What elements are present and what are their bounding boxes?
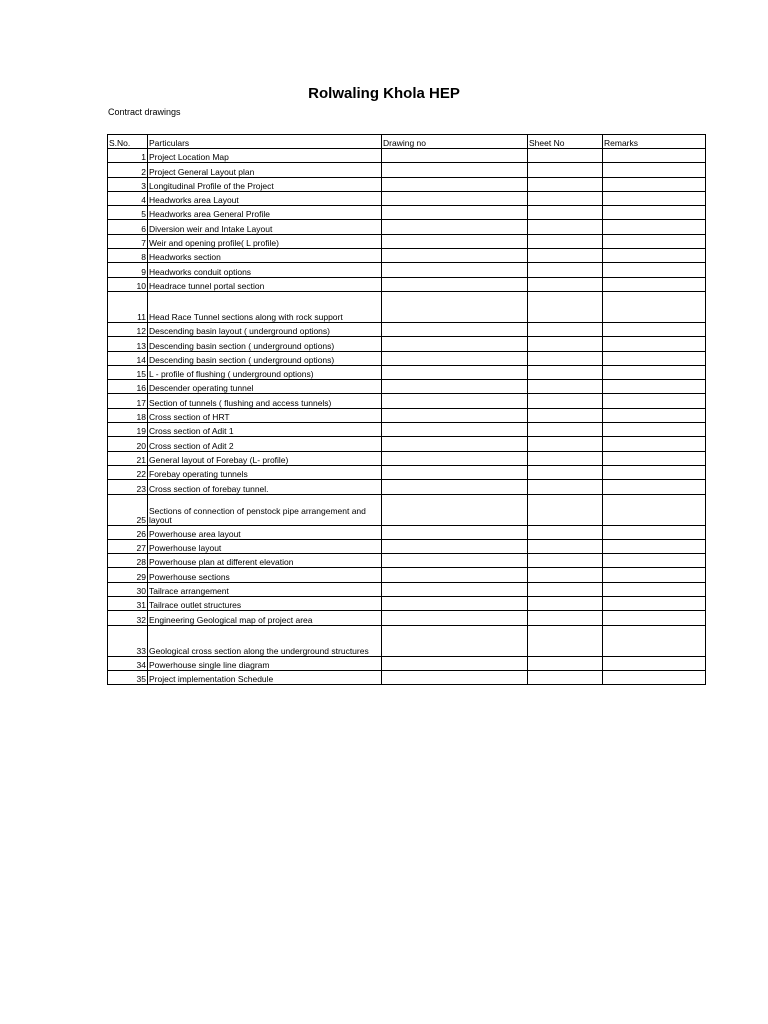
row-drawing-no: [382, 568, 528, 582]
row-remarks: [603, 568, 706, 582]
row-sheet-no: [528, 525, 603, 539]
row-sheet-no: [528, 337, 603, 351]
table-row: [108, 437, 706, 451]
table-row: [108, 149, 706, 163]
table-row: [108, 249, 706, 263]
row-sheet-no: [528, 611, 603, 625]
row-drawing-no: [382, 337, 528, 351]
row-sheet-no: [528, 291, 603, 322]
table-row: [108, 380, 706, 394]
row-drawing-no: [382, 408, 528, 422]
row-sheet-no: [528, 494, 603, 525]
row-particulars: Powerhouse sections: [148, 568, 382, 582]
table-row: [108, 191, 706, 205]
row-sheet-no: [528, 380, 603, 394]
row-particulars: Section of tunnels ( flushing and access tunnels): [148, 394, 382, 408]
header-drawing-no: Drawing no: [382, 135, 528, 149]
row-particulars: Weir and opening profile( L profile): [148, 234, 382, 248]
row-drawing-no: [382, 494, 528, 525]
row-remarks: [603, 582, 706, 596]
row-sheet-no: [528, 568, 603, 582]
row-remarks: [603, 451, 706, 465]
row-number: 12: [108, 322, 148, 336]
row-particulars: Longitudinal Profile of the Project: [148, 177, 382, 191]
row-number: 25: [108, 494, 148, 525]
table-header-row: [108, 135, 706, 149]
row-drawing-no: [382, 220, 528, 234]
row-sheet-no: [528, 191, 603, 205]
row-particulars: Project General Layout plan: [148, 163, 382, 177]
row-particulars: Headworks section: [148, 249, 382, 263]
table-row: [108, 611, 706, 625]
row-number: 19: [108, 423, 148, 437]
row-drawing-no: [382, 625, 528, 656]
header-sno: S.No.: [108, 135, 148, 149]
row-remarks: [603, 351, 706, 365]
row-sheet-no: [528, 365, 603, 379]
row-drawing-no: [382, 263, 528, 277]
row-drawing-no: [382, 394, 528, 408]
row-number: 30: [108, 582, 148, 596]
row-remarks: [603, 337, 706, 351]
table-row: [108, 394, 706, 408]
row-drawing-no: [382, 465, 528, 479]
table-row: [108, 206, 706, 220]
drawings-table: [107, 134, 706, 685]
row-particulars: Headrace tunnel portal section: [148, 277, 382, 291]
row-number: 17: [108, 394, 148, 408]
row-drawing-no: [382, 191, 528, 205]
row-particulars: Descender operating tunnel: [148, 380, 382, 394]
row-drawing-no: [382, 611, 528, 625]
row-drawing-no: [382, 351, 528, 365]
row-sheet-no: [528, 163, 603, 177]
row-sheet-no: [528, 480, 603, 494]
row-drawing-no: [382, 249, 528, 263]
row-sheet-no: [528, 177, 603, 191]
document-title: Rolwaling Khola HEP: [308, 85, 460, 102]
row-particulars: Sections of connection of penstock pipe arrangement and layout: [148, 494, 382, 525]
header-remarks: Remarks: [603, 135, 706, 149]
row-drawing-no: [382, 670, 528, 684]
row-sheet-no: [528, 582, 603, 596]
row-remarks: [603, 408, 706, 422]
row-number: 11: [108, 291, 148, 322]
table-row: [108, 263, 706, 277]
row-drawing-no: [382, 177, 528, 191]
row-sheet-no: [528, 263, 603, 277]
row-sheet-no: [528, 234, 603, 248]
table-row: [108, 408, 706, 422]
row-number: 1: [108, 149, 148, 163]
row-number: 33: [108, 625, 148, 656]
table-row: [108, 351, 706, 365]
row-sheet-no: [528, 597, 603, 611]
row-particulars: L - profile of flushing ( underground options): [148, 365, 382, 379]
row-sheet-no: [528, 451, 603, 465]
row-particulars: Diversion weir and Intake Layout: [148, 220, 382, 234]
row-sheet-no: [528, 539, 603, 553]
table-row: [108, 177, 706, 191]
row-remarks: [603, 191, 706, 205]
row-number: 35: [108, 670, 148, 684]
table-row: [108, 670, 706, 684]
row-remarks: [603, 670, 706, 684]
row-number: 34: [108, 656, 148, 670]
row-sheet-no: [528, 220, 603, 234]
row-particulars: Powerhouse single line diagram: [148, 656, 382, 670]
row-particulars: Project implementation Schedule: [148, 670, 382, 684]
table-row: [108, 322, 706, 336]
row-sheet-no: [528, 554, 603, 568]
row-remarks: [603, 163, 706, 177]
row-drawing-no: [382, 582, 528, 596]
row-number: 10: [108, 277, 148, 291]
table-row: [108, 234, 706, 248]
row-sheet-no: [528, 423, 603, 437]
table-row: [108, 525, 706, 539]
row-remarks: [603, 611, 706, 625]
row-drawing-no: [382, 380, 528, 394]
row-particulars: Powerhouse plan at different elevation: [148, 554, 382, 568]
table-row: [108, 539, 706, 553]
row-number: 14: [108, 351, 148, 365]
row-number: 4: [108, 191, 148, 205]
row-particulars: Tailrace outlet structures: [148, 597, 382, 611]
row-number: 15: [108, 365, 148, 379]
row-particulars: Forebay operating tunnels: [148, 465, 382, 479]
row-particulars: Cross section of Adit 1: [148, 423, 382, 437]
row-sheet-no: [528, 206, 603, 220]
table-row: [108, 163, 706, 177]
row-number: 29: [108, 568, 148, 582]
row-sheet-no: [528, 394, 603, 408]
row-sheet-no: [528, 465, 603, 479]
row-remarks: [603, 322, 706, 336]
row-sheet-no: [528, 625, 603, 656]
row-particulars: Project Location Map: [148, 149, 382, 163]
row-sheet-no: [528, 351, 603, 365]
row-remarks: [603, 234, 706, 248]
row-particulars: Cross section of forebay tunnel.: [148, 480, 382, 494]
row-particulars: Headworks area Layout: [148, 191, 382, 205]
row-particulars: Descending basin section ( underground options): [148, 351, 382, 365]
row-drawing-no: [382, 525, 528, 539]
row-drawing-no: [382, 656, 528, 670]
row-sheet-no: [528, 408, 603, 422]
row-drawing-no: [382, 291, 528, 322]
row-number: 3: [108, 177, 148, 191]
row-remarks: [603, 656, 706, 670]
row-remarks: [603, 525, 706, 539]
row-remarks: [603, 465, 706, 479]
row-number: 13: [108, 337, 148, 351]
table-row: [108, 365, 706, 379]
row-drawing-no: [382, 322, 528, 336]
row-remarks: [603, 494, 706, 525]
row-number: 23: [108, 480, 148, 494]
table-row: [108, 291, 706, 322]
table-row: [108, 568, 706, 582]
row-particulars: Powerhouse area layout: [148, 525, 382, 539]
row-drawing-no: [382, 206, 528, 220]
table-row: [108, 597, 706, 611]
row-remarks: [603, 625, 706, 656]
row-number: 16: [108, 380, 148, 394]
row-drawing-no: [382, 437, 528, 451]
table-row: [108, 220, 706, 234]
row-number: 5: [108, 206, 148, 220]
row-drawing-no: [382, 423, 528, 437]
table-row: [108, 277, 706, 291]
table-body: [108, 149, 706, 685]
row-number: 9: [108, 263, 148, 277]
row-number: 2: [108, 163, 148, 177]
row-number: 21: [108, 451, 148, 465]
row-remarks: [603, 263, 706, 277]
row-number: 8: [108, 249, 148, 263]
row-particulars: Geological cross section along the underground structures: [148, 625, 382, 656]
row-sheet-no: [528, 277, 603, 291]
row-drawing-no: [382, 451, 528, 465]
table-row: [108, 656, 706, 670]
table-row: [108, 625, 706, 656]
row-particulars: Engineering Geological map of project area: [148, 611, 382, 625]
header-particulars: Particulars: [148, 135, 382, 149]
row-number: 26: [108, 525, 148, 539]
row-drawing-no: [382, 163, 528, 177]
row-remarks: [603, 277, 706, 291]
row-number: 7: [108, 234, 148, 248]
table-row: [108, 582, 706, 596]
row-remarks: [603, 394, 706, 408]
row-remarks: [603, 437, 706, 451]
row-particulars: Headworks conduit options: [148, 263, 382, 277]
row-drawing-no: [382, 277, 528, 291]
table-row: [108, 554, 706, 568]
row-drawing-no: [382, 539, 528, 553]
row-particulars: Head Race Tunnel sections along with rock support: [148, 291, 382, 322]
row-drawing-no: [382, 234, 528, 248]
row-number: 6: [108, 220, 148, 234]
row-number: 28: [108, 554, 148, 568]
row-particulars: Descending basin layout ( underground options): [148, 322, 382, 336]
row-particulars: Powerhouse layout: [148, 539, 382, 553]
table-row: [108, 494, 706, 525]
table-row: [108, 337, 706, 351]
row-sheet-no: [528, 149, 603, 163]
table-row: [108, 451, 706, 465]
row-remarks: [603, 597, 706, 611]
row-drawing-no: [382, 480, 528, 494]
row-sheet-no: [528, 670, 603, 684]
table-row: [108, 465, 706, 479]
row-remarks: [603, 380, 706, 394]
row-remarks: [603, 249, 706, 263]
row-number: 22: [108, 465, 148, 479]
row-sheet-no: [528, 249, 603, 263]
row-sheet-no: [528, 437, 603, 451]
row-remarks: [603, 554, 706, 568]
table-row: [108, 480, 706, 494]
row-sheet-no: [528, 656, 603, 670]
row-drawing-no: [382, 597, 528, 611]
document-subtitle: Contract drawings: [108, 107, 181, 117]
row-particulars: General layout of Forebay (L- profile): [148, 451, 382, 465]
row-number: 32: [108, 611, 148, 625]
row-drawing-no: [382, 554, 528, 568]
row-number: 27: [108, 539, 148, 553]
row-sheet-no: [528, 322, 603, 336]
row-drawing-no: [382, 365, 528, 379]
row-particulars: Descending basin section ( underground options): [148, 337, 382, 351]
row-remarks: [603, 365, 706, 379]
row-particulars: Cross section of HRT: [148, 408, 382, 422]
row-number: 20: [108, 437, 148, 451]
row-particulars: Headworks area General Profile: [148, 206, 382, 220]
row-number: 18: [108, 408, 148, 422]
table-row: [108, 423, 706, 437]
row-particulars: Cross section of Adit 2: [148, 437, 382, 451]
row-remarks: [603, 291, 706, 322]
row-remarks: [603, 206, 706, 220]
header-sheet-no: Sheet No: [528, 135, 603, 149]
row-particulars: Tailrace arrangement: [148, 582, 382, 596]
row-remarks: [603, 149, 706, 163]
row-remarks: [603, 423, 706, 437]
row-drawing-no: [382, 149, 528, 163]
row-remarks: [603, 177, 706, 191]
row-number: 31: [108, 597, 148, 611]
row-remarks: [603, 539, 706, 553]
row-remarks: [603, 480, 706, 494]
row-remarks: [603, 220, 706, 234]
